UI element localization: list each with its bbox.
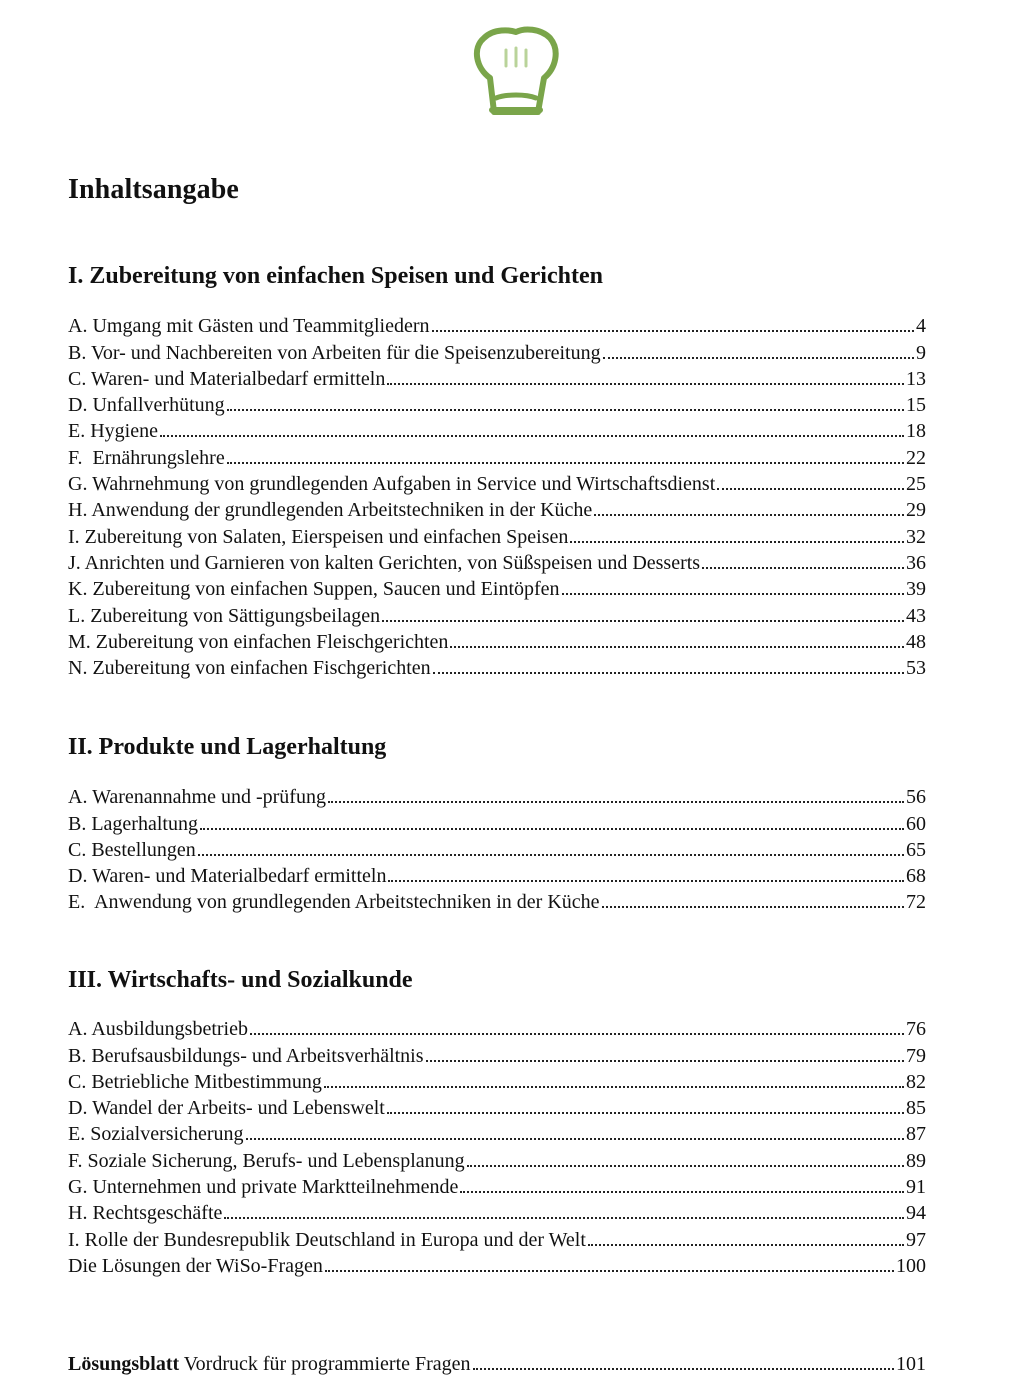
dot-leader (324, 1086, 904, 1088)
toc-entry[interactable] (68, 1067, 926, 1093)
toc-entry-label (68, 1353, 471, 1375)
toc-entry-page: 68 (906, 865, 926, 888)
toc-entry[interactable] (68, 548, 926, 574)
toc-entry-label: M. Zubereitung von einfachen Fleischgerichten (68, 630, 449, 653)
toc-entry-page: 76 (906, 1018, 926, 1041)
toc-entry-label: A. Warenannahme und -prüfung (68, 786, 326, 809)
toc-entry-label: J. Anrichten und Garnieren von kalten Gerichten, von Süßspeisen und Desserts (68, 551, 701, 574)
toc-entry[interactable] (68, 1145, 926, 1171)
toc-entry-label: G. Wahrnehmung von grundlegenden Aufgaben in Service und Wirtschaftsdienst (68, 473, 716, 496)
toc-entry[interactable] (68, 1349, 926, 1375)
toc-entry-page: 13 (906, 367, 926, 390)
dot-leader (570, 541, 904, 543)
toc-entry-page: 43 (906, 604, 926, 627)
toc-entry-page: 56 (906, 786, 926, 809)
toc-entry[interactable] (68, 1040, 926, 1066)
toc-entry[interactable] (68, 887, 926, 913)
toc-entry-label: B. Vor- und Nachbereiten von Arbeiten für die Speisenzubereitung (68, 341, 601, 364)
dot-leader (328, 801, 904, 803)
toc-entry-label: E. Sozialversicherung (68, 1123, 244, 1146)
toc-entry-page: 22 (906, 446, 926, 469)
dot-leader (460, 1191, 904, 1193)
toc-entry-page: 89 (906, 1149, 926, 1172)
toc-entry-page: 36 (906, 551, 926, 574)
toc-entry-label: Die Lösungen der WiSo-Fragen (68, 1254, 323, 1277)
toc-entry-page: 18 (906, 420, 926, 443)
dot-leader (198, 854, 904, 856)
toc-entry-page: 25 (906, 473, 926, 496)
toc-entry[interactable] (68, 364, 926, 390)
chef-hat-icon (466, 20, 566, 124)
toc-entry-page: 91 (906, 1176, 926, 1199)
dot-leader (227, 409, 904, 411)
section-heading-1: I. Zubereitung von einfachen Speisen und Gerichten (68, 263, 603, 289)
toc-entry[interactable] (68, 495, 926, 521)
dot-leader (450, 646, 904, 648)
toc-entry-page: 9 (916, 341, 926, 364)
dot-leader (717, 488, 904, 490)
toc-entry-page: 4 (916, 315, 926, 338)
toc-entry-label: F. Soziale Sicherung, Berufs- und Lebensplanung (68, 1149, 465, 1172)
toc-entry-page: 100 (896, 1254, 926, 1277)
toc-entry[interactable] (68, 1172, 926, 1198)
toc-entry-label: D. Unfallverhütung (68, 394, 225, 417)
toc-entry-page: 79 (906, 1044, 926, 1067)
toc-entry[interactable] (68, 835, 926, 861)
toc-entry[interactable] (68, 782, 926, 808)
toc-entry-page: 48 (906, 630, 926, 653)
toc-entry[interactable] (68, 653, 926, 679)
toc-entry-label: C. Bestellungen (68, 838, 196, 861)
toc-entry[interactable] (68, 390, 926, 416)
toc-entry-label: H. Rechtsgeschäfte (68, 1202, 223, 1225)
toc-entry[interactable] (68, 416, 926, 442)
toc-entry[interactable] (68, 1224, 926, 1250)
dot-leader (602, 906, 904, 908)
dot-leader (433, 672, 904, 674)
dot-leader (227, 462, 904, 464)
dot-leader (160, 435, 904, 437)
toc-entry-label: B. Berufsausbildungs- und Arbeitsverhältnis (68, 1044, 424, 1067)
toc-entry[interactable] (68, 600, 926, 626)
toc-entry-page: 53 (906, 657, 926, 680)
toc-entry[interactable] (68, 469, 926, 495)
toc-entry-page: 87 (906, 1123, 926, 1146)
dot-leader (250, 1033, 904, 1035)
toc-entry[interactable] (68, 861, 926, 887)
toc-entry-page: 60 (906, 812, 926, 835)
toc-entry-page: 65 (906, 838, 926, 861)
dot-leader (473, 1368, 894, 1370)
toc-entry[interactable] (68, 1119, 926, 1145)
toc-entry[interactable] (68, 1251, 926, 1277)
dot-leader (426, 1060, 904, 1062)
solution-sheet-entry (68, 1349, 926, 1375)
toc-list-section-2 (68, 782, 926, 913)
toc-entry-label: L. Zubereitung von Sättigungsbeilagen (68, 604, 381, 627)
toc-entry-page: 82 (906, 1070, 926, 1093)
toc-entry[interactable] (68, 1093, 926, 1119)
toc-entry-page: 85 (906, 1097, 926, 1120)
toc-entry[interactable] (68, 442, 926, 468)
section-heading-2: II. Produkte und Lagerhaltung (68, 734, 387, 760)
toc-entry-label: G. Unternehmen und private Marktteilnehmende (68, 1176, 459, 1199)
dot-leader (702, 567, 904, 569)
dot-leader (588, 1244, 904, 1246)
dot-leader (200, 828, 904, 830)
toc-entry-label: I. Zubereitung von Salaten, Eierspeisen und einfachen Speisen (68, 525, 569, 548)
toc-entry-label: H. Anwendung der grundlegenden Arbeitstechniken in der Küche (68, 499, 593, 522)
toc-entry-label: A. Umgang mit Gästen und Teammitgliedern (68, 315, 430, 338)
dot-leader (388, 880, 904, 882)
toc-entry-page: 72 (906, 891, 926, 914)
toc-entry-page: 94 (906, 1202, 926, 1225)
toc-entry[interactable] (68, 337, 926, 363)
toc-entry-label: E. Hygiene (68, 420, 158, 443)
toc-entry[interactable] (68, 808, 926, 834)
section-heading-3: III. Wirtschafts- und Sozialkunde (68, 967, 413, 993)
dot-leader (325, 1270, 894, 1272)
toc-entry-page: 39 (906, 578, 926, 601)
dot-leader (562, 593, 904, 595)
dot-leader (382, 620, 904, 622)
toc-entry[interactable] (68, 521, 926, 547)
toc-entry[interactable] (68, 1198, 926, 1224)
toc-entry-label: F. Ernährungslehre (68, 446, 225, 469)
toc-entry-page: 32 (906, 525, 926, 548)
toc-entry-label: C. Betriebliche Mitbestimmung (68, 1070, 322, 1093)
toc-entry-page: 29 (906, 499, 926, 522)
page-title: Inhaltsangabe (68, 174, 239, 205)
toc-entry[interactable] (68, 574, 926, 600)
toc-entry-label: A. Ausbildungsbetrieb (68, 1018, 248, 1041)
dot-leader (467, 1165, 904, 1167)
toc-entry-label: I. Rolle der Bundesrepublik Deutschland in Europa und der Welt (68, 1228, 586, 1251)
toc-entry-label: C. Waren- und Materialbedarf ermitteln (68, 367, 386, 390)
toc-list-section-3 (68, 1014, 926, 1277)
toc-entry-label: K. Zubereitung von einfachen Suppen, Saucen und Eintöpfen (68, 578, 560, 601)
toc-entry-label: E. Anwendung von grundlegenden Arbeitstechniken in der Küche (68, 891, 600, 914)
dot-leader (224, 1217, 904, 1219)
dot-leader (432, 330, 915, 332)
toc-entry-label: N. Zubereitung von einfachen Fischgerichten (68, 657, 431, 680)
dot-leader (246, 1138, 905, 1140)
toc-entry-page: 15 (906, 394, 926, 417)
dot-leader (387, 1112, 904, 1114)
dot-leader (387, 383, 904, 385)
solution-sheet-bold-label: Lösungsblatt (68, 1353, 180, 1376)
toc-entry[interactable] (68, 1014, 926, 1040)
toc-entry[interactable] (68, 627, 926, 653)
dot-leader (603, 357, 914, 359)
toc-entry[interactable] (68, 311, 926, 337)
solution-sheet-label-rest: Vordruck für programmierte Fragen (179, 1353, 471, 1376)
toc-entry-label: B. Lagerhaltung (68, 812, 198, 835)
toc-entry-label: D. Wandel der Arbeits- und Lebenswelt (68, 1097, 385, 1120)
toc-list-section-1 (68, 311, 926, 679)
toc-entry-label: D. Waren- und Materialbedarf ermitteln (68, 865, 387, 888)
toc-entry-page: 101 (896, 1353, 926, 1376)
dot-leader (594, 514, 904, 516)
toc-entry-page: 97 (906, 1228, 926, 1251)
